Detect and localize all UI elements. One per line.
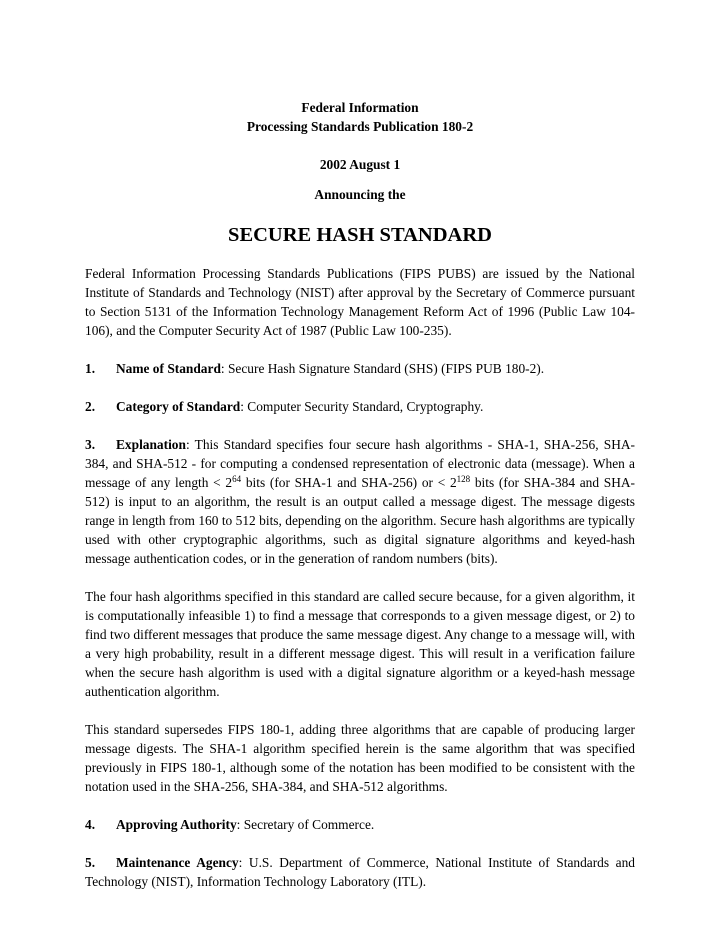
section-3-text-a: : This Standard specifies four secure hash algorithms - SHA-1, SHA-256, SHA-384, and SHA-512 - for computing a condensed representation of electronic data (message). When a message of any length < 2	[85, 437, 635, 490]
section-3-text-b: bits (for SHA-1 and SHA-256) or < 2	[241, 475, 457, 490]
section-3-number: 3.	[85, 437, 96, 452]
section-1-number: 1.	[85, 361, 96, 376]
section-4-text: : Secretary of Commerce.	[236, 817, 375, 832]
section-2-heading: Category of Standard	[116, 399, 241, 414]
intro-paragraph: Federal Information Processing Standards Publications (FIPS PUBS) are issued by the National Institute of Standards and Technology (NIST) after approval by the Secretary of Commerce pursuant to Section 5131 of the Information Technology Management Reform Act of 1996 (Public Law 104-106), and the Computer Security Act of 1987 (Public Law 100-235).	[85, 266, 635, 338]
section-1	[85, 359, 635, 378]
section-5-text: : U.S. Department of Commerce, National Institute of Standards and Technology (NIST), Information Technology Laboratory (ITL).	[85, 855, 635, 889]
exponent-64: 64	[232, 474, 242, 484]
section-2-number: 2.	[85, 399, 96, 414]
section-1-heading: Name of Standard	[116, 361, 221, 376]
exponent-128: 128	[456, 474, 471, 484]
section-5	[85, 853, 635, 891]
section-5-number: 5.	[85, 855, 96, 870]
section-2	[85, 397, 635, 416]
section-1-text: : Secure Hash Signature Standard (SHS) (FIPS PUB 180-2).	[220, 361, 545, 376]
section-3-paragraph-2: The four hash algorithms specified in this standard are called secure because, for a given algorithm, it is computationally infeasible 1) to find a message that corresponds to a given message digest, or 2) to find two different messages that produce the same message digest. Any change to a message will, with a very high probability, result in a different message digest. This will result in a verification failure when the secure hash algorithm is used with a digital signature algorithm or a keyed-hash message authentication algorithm.	[85, 589, 635, 699]
section-3	[85, 435, 635, 568]
header-line-1: Federal Information	[301, 100, 419, 115]
section-3-text-c: bits (for SHA-384 and SHA-512) is input to an algorithm, the result is an output called a message digest. The message digests range in length from 160 to 512 bits, depending on the algorithm. Secure hash algorithms are typically used with other cryptographic algorithms, such as digital signature algorithms and keyed-hash message authentication codes, or in the generation of random numbers (bits).	[85, 475, 636, 566]
section-3-heading: Explanation	[116, 437, 186, 452]
header-line-2: Processing Standards Publication 180-2	[246, 119, 474, 134]
section-4	[85, 815, 635, 834]
section-5-heading: Maintenance Agency	[116, 855, 239, 870]
publication-date: 2002 August 1	[319, 157, 401, 172]
section-3-paragraph-3: This standard supersedes FIPS 180-1, adding three algorithms that are capable of producing larger message digests. The SHA-1 algorithm specified herein is the same algorithm that was specified previously in FIPS 180-1, although some of the notation has been modified to be consistent with the notation used in the SHA-256, SHA-384, and SHA-512 algorithms.	[85, 722, 635, 794]
document-page	[85, 98, 635, 891]
announcing-line: Announcing the	[314, 187, 406, 202]
section-4-heading: Approving Authority	[116, 817, 237, 832]
section-2-text: : Computer Security Standard, Cryptography.	[240, 399, 484, 414]
document-title: SECURE HASH STANDARD	[228, 224, 492, 246]
section-4-number: 4.	[85, 817, 96, 832]
